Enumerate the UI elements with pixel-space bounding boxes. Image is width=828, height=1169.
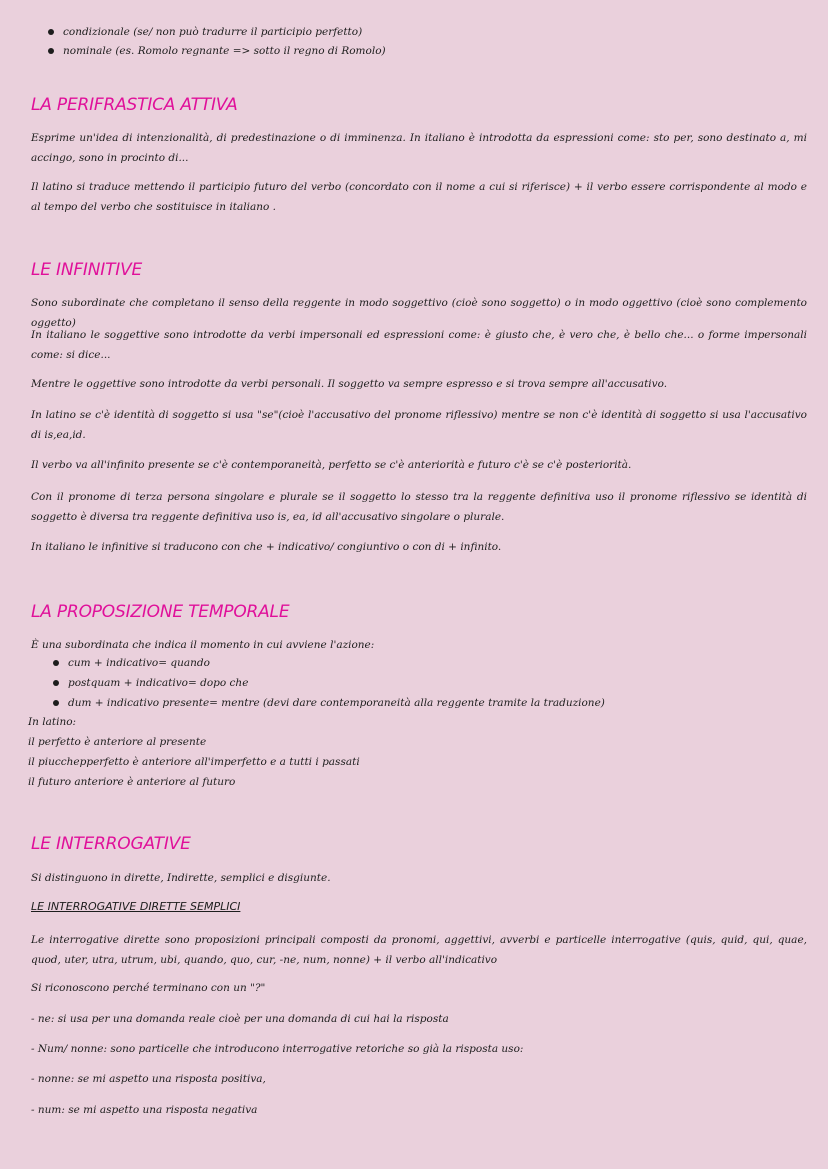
- paragraph: Il verbo va all'infinito presente se c'è contemporaneità, perfetto se c'è anteriorità e futuro c'è se c'è posteriorità.: [31, 459, 632, 471]
- paragraph: In italiano le soggettive sono introdotte da verbi impersonali ed espressioni come: è giusto che, è vero che, è bello che... o forme impersonali come: si dice...: [31, 329, 807, 361]
- paragraph: Le interrogative dirette sono proposizioni principali composti da pronomi, aggettivi, avverbi e particelle interrogative (quis, quid, qui, quae, quod, uter, utra, utrum, ubi, quando, quo, cur, -ne, num, nonne) + il verbo all'indicativo: [31, 934, 807, 966]
- paragraph: Si distinguono in dirette, Indirette, semplici e disgiunte.: [31, 872, 331, 884]
- text-line: il piucchepperfetto è anteriore all'imperfetto e a tutti i passati: [28, 756, 360, 768]
- list-item: postquam + indicativo= dopo che: [68, 676, 248, 690]
- paragraph: Sono subordinate che completano il senso della reggente in modo soggettivo (cioè sono soggetto) o in modo oggettivo (cioè sono complemento oggetto): [31, 297, 807, 329]
- text-line: In latino:: [28, 716, 77, 728]
- paragraph: - ne: si usa per una domanda reale cioè per una domanda di cui hai la risposta: [31, 1013, 449, 1025]
- bullet-icon: [53, 700, 59, 706]
- paragraph: È una subordinata che indica il momento in cui avviene l'azione:: [31, 639, 375, 651]
- paragraph: In latino se c'è identità di soggetto si usa "se"(cioè l'accusativo del pronome riflessivo) mentre se non c'è identità di soggetto si usa l'accusativo di is,ea,id.: [31, 409, 807, 441]
- bullet-icon: [48, 29, 54, 35]
- paragraph: - nonne: se mi aspetto una risposta positiva,: [31, 1073, 266, 1085]
- list-item: cum + indicativo= quando: [68, 656, 210, 670]
- section-title-interrogative: LE INTERROGATIVE: [31, 834, 191, 854]
- paragraph: In italiano le infinitive si traducono con che + indicativo/ congiuntivo o con di + infinito.: [31, 541, 502, 553]
- text-line: il perfetto è anteriore al presente: [28, 736, 207, 748]
- bullet-icon: [53, 680, 59, 686]
- paragraph: - num: se mi aspetto una risposta negativa: [31, 1104, 258, 1116]
- bullet-icon: [48, 48, 54, 54]
- section-title-perifrastica: LA PERIFRASTICA ATTIVA: [31, 95, 238, 115]
- section-title-infinitive: LE INFINITIVE: [31, 260, 143, 280]
- subsection-title: LE INTERROGATIVE DIRETTE SEMPLICI: [31, 900, 241, 913]
- paragraph: - Num/ nonne: sono particelle che introducono interrogative retoriche so già la risposta uso:: [31, 1043, 524, 1055]
- list-item: nominale (es. Romolo regnante => sotto il regno di Romolo): [63, 44, 386, 58]
- list-item: condizionale (se/ non può tradurre il participio perfetto): [63, 25, 362, 39]
- section-title-temporale: LA PROPOSIZIONE TEMPORALE: [31, 602, 290, 622]
- list-item: dum + indicativo presente= mentre (devi dare contemporaneità alla reggente tramite la traduzione): [68, 696, 605, 710]
- paragraph: Il latino si traduce mettendo il participio futuro del verbo (concordato con il nome a cui si riferisce) + il verbo essere corrispondente al modo e al tempo del verbo che sostituisce in italiano .: [31, 181, 807, 213]
- bullet-icon: [53, 660, 59, 666]
- paragraph: Mentre le oggettive sono introdotte da verbi personali. Il soggetto va sempre espresso e si trova sempre all'accusativo.: [31, 378, 668, 390]
- text-line: il futuro anteriore è anteriore al futuro: [28, 776, 236, 788]
- paragraph: Esprime un'idea di intenzionalità, di predestinazione o di imminenza. In italiano è introdotta da espressioni come: sto per, sono destinato a, mi accingo, sono in procinto di...: [31, 132, 807, 164]
- paragraph: Con il pronome di terza persona singolare e plurale se il soggetto lo stesso tra la reggente definitiva uso il pronome riflessivo se identità di soggetto è diversa tra reggente definitiva uso is, ea, id all'accusativo singolare o plurale.: [31, 491, 807, 523]
- paragraph: Si riconoscono perché terminano con un "?": [31, 982, 266, 994]
